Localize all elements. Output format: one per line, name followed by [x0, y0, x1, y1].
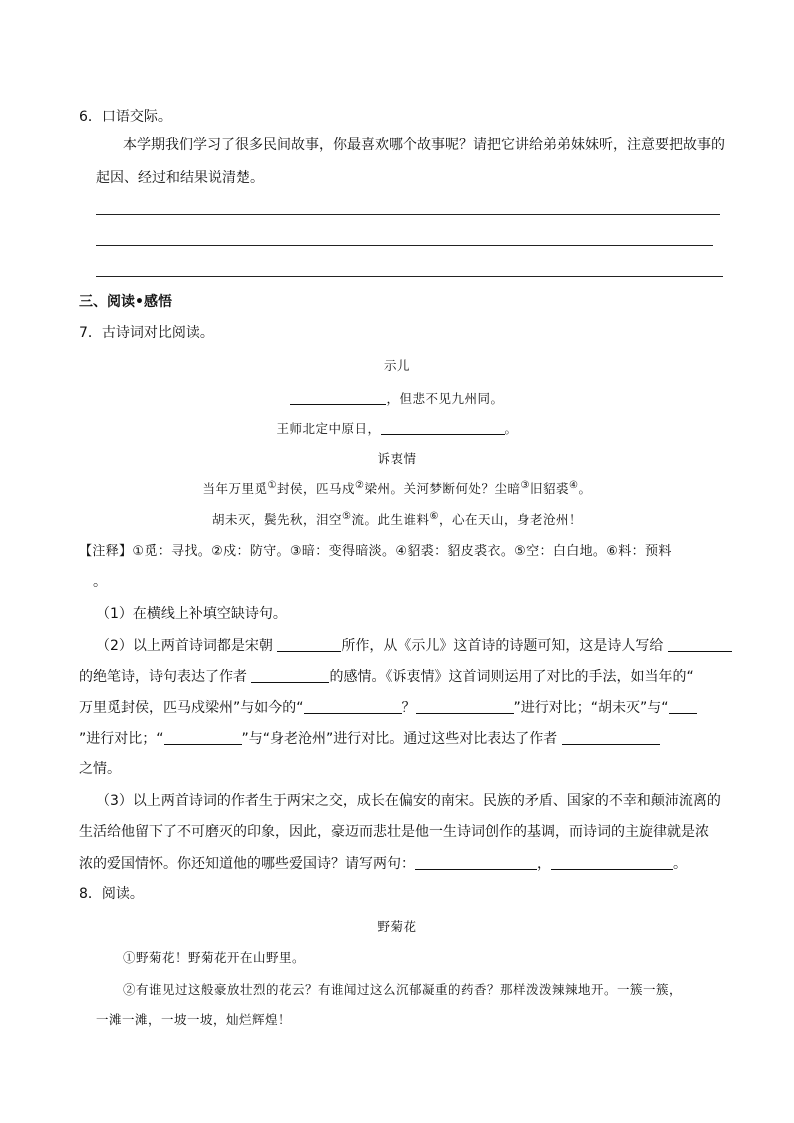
blank-contrast-3[interactable]: [669, 700, 697, 714]
blank-contrast-4[interactable]: [164, 731, 242, 745]
answer-line-2[interactable]: [96, 245, 713, 246]
q8-paragraph-2-line2: 一滩一滩，一坡一坡，灿烂辉煌！: [96, 1012, 292, 1027]
q6-body-line1: 本学期我们学习了很多民间故事，你最喜欢哪个故事呢？请把它讲给弟弟妹妹听，注意要把故事的: [123, 137, 725, 153]
poem2-title: 诉衷情: [377, 451, 417, 466]
q8-paragraph-2-line1: ②有谁见过这般豪放壮烈的花云？有谁闻过这么沉郁凝重的药香？那样泼泼辣辣地开。一簇一簇，: [123, 982, 683, 997]
q7-sub3-line2: 生活给他留下了不可磨灭的印象，因此，豪迈而悲壮是他一生诗词创作的基调，而诗词的主旋律就是浓: [79, 824, 709, 840]
poem-blank-2[interactable]: [381, 421, 505, 435]
poem2-line1: 当年万里觅①封侯，匹马戍②梁州。关河梦断何处？尘暗③旧貂裘④。: [202, 480, 592, 496]
q7-sub2-line1: （2）以上两首诗词都是宋朝 所作，从《示儿》这首诗的诗题可知，这是诗人写给: [96, 638, 732, 653]
section-title: 三、阅读•感悟: [79, 294, 172, 310]
q8-paragraph-1: ①野菊花！野菊花开在山野里。: [123, 950, 306, 965]
q7-sub2-line4: ”进行对比；“ ”与“身老沧州”进行对比。通过这些对比表达了作者: [79, 731, 660, 746]
q6-body-line2: 起因、经过和结果说清楚。: [96, 170, 264, 186]
blank-contrast-1[interactable]: [304, 700, 402, 714]
blank-emotion[interactable]: [562, 731, 660, 745]
q7-sub2-line2: 的绝笔诗，诗句表达了作者 的感情。《诉衷情》这首词则运用了对比的手法，如当年的“: [79, 669, 694, 685]
q8-heading: 8．阅读。: [79, 886, 144, 902]
poem-notes-end: 。: [93, 574, 107, 590]
poem-blank-1[interactable]: [290, 391, 386, 405]
q8-title: 野菊花: [377, 919, 417, 934]
poem2-line2: 胡未灭，鬓先秋，泪空⑤流。此生谁料⑥，心在天山，身老沧州！: [212, 511, 582, 527]
blank-poem-2[interactable]: [551, 856, 673, 870]
blank-recipient[interactable]: [668, 638, 732, 652]
answer-line-1[interactable]: [96, 214, 720, 215]
q7-sub3-line1: （3）以上两首诗词的作者生于两宋之交，成长在偏安的南宋。民族的矛盾、国家的不幸和颠沛流离的: [96, 793, 721, 809]
q6-heading: 6．口语交际。: [79, 109, 172, 125]
blank-author[interactable]: [277, 638, 341, 652]
blank-feeling[interactable]: [251, 669, 329, 683]
blank-poem-1[interactable]: [415, 856, 537, 870]
poem1-line1: ，但悲不见九州同。: [0, 391, 794, 406]
poem1-title: 示儿: [383, 358, 410, 373]
q7-sub2-line5: 之情。: [79, 761, 121, 777]
poem-notes: 【注释】①觅：寻找。②戍：防守。③暗：变得暗淡。④貂裘：貂皮裘衣。⑤空：白白地。⑥料：预料: [79, 544, 672, 559]
q7-sub2-line3: 万里觅封侯，匹马戍梁州”与如今的“ ？ ”进行对比；“胡未灭”与“: [79, 700, 697, 715]
answer-line-3[interactable]: [96, 276, 723, 277]
blank-contrast-2[interactable]: [416, 700, 514, 714]
q7-sub1: （1）在横线上补填空缺诗句。: [96, 606, 287, 622]
q7-heading: 7．古诗词对比阅读。: [79, 325, 214, 341]
q7-sub3-line3: 浓的爱国情怀。你还知道他的哪些爱国诗？请写两句： ， 。: [79, 856, 687, 872]
poem1-line2: 王师北定中原日， 。: [276, 421, 518, 436]
